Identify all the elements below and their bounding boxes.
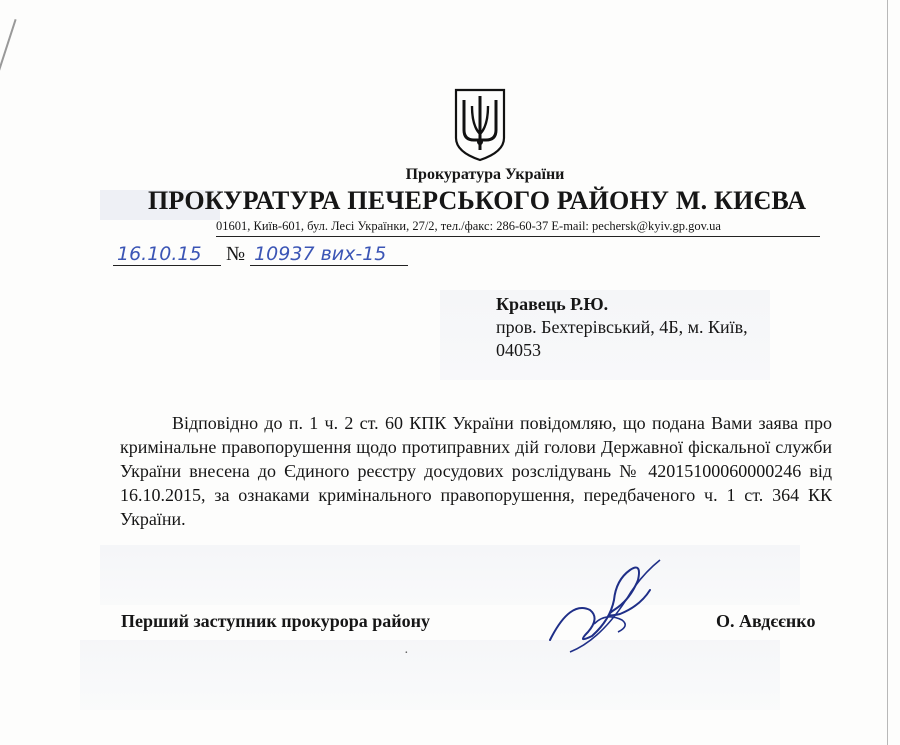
- signatory-position: Перший заступник прокурора району: [121, 611, 431, 631]
- signatory-name: О. Авдєєнко: [716, 611, 816, 631]
- header-divider: [216, 236, 820, 237]
- registration-number: 10937 вих-15: [250, 243, 408, 266]
- organization-title: ПРОКУРАТУРА ПЕЧЕРСЬКОГО РАЙОНУ М. КИЄВА: [148, 186, 807, 215]
- margin-pencil-mark: [0, 19, 17, 73]
- recipient-address-line2: 04053: [496, 340, 541, 360]
- letter-body: [120, 411, 832, 531]
- bleed-through-block: [80, 640, 780, 710]
- body-paragraph: Відповідно до п. 1 ч. 2 ст. 60 КПК України повідомляю, що подана Вами заява про кримінальне правопорушення щодо протиправних дій голови Державної фіскальної служби України внесена до Єдиного реєстру досудових розслідувань № 42015100060000246 від 16.10.2015, за ознаками кримінального правопорушення, передбаченого ч. 1 ст. 364 КК України.: [120, 413, 832, 529]
- recipient-block: [496, 293, 748, 362]
- registration-line: [113, 243, 408, 266]
- recipient-address-line1: пров. Бехтерівський, 4Б, м. Київ,: [496, 317, 748, 337]
- bleed-through-block: [100, 545, 800, 605]
- organization-address: 01601, Київ-601, бул. Лесі Українки, 27/2, тел./факс: 286-60-37 E-mail: pechersk@kyiv.gp.gov.ua: [216, 219, 721, 233]
- coat-of-arms-icon: [452, 86, 508, 162]
- stray-mark: ·: [404, 646, 409, 661]
- page-edge: [887, 0, 888, 745]
- organization-parent: Прокуратура України: [405, 166, 565, 183]
- registration-date: 16.10.15: [113, 243, 221, 266]
- recipient-name: Кравець Р.Ю.: [496, 294, 609, 314]
- handwritten-signature: [530, 540, 670, 660]
- number-sign: №: [226, 243, 246, 265]
